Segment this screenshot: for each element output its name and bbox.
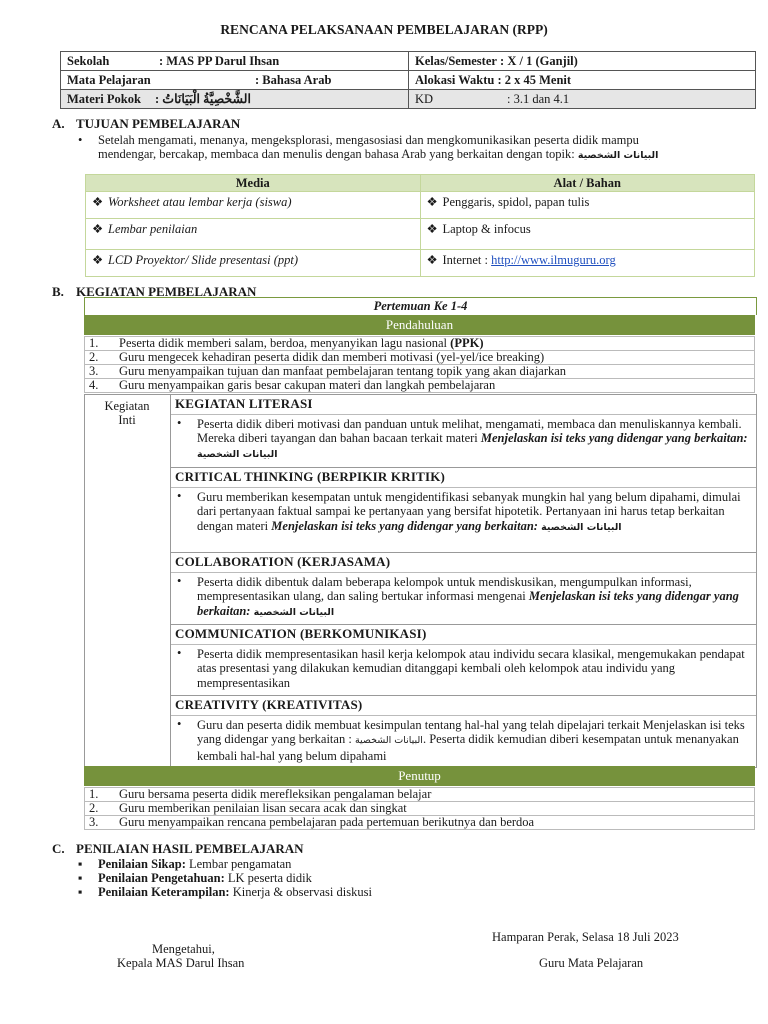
alokasi-cell (409, 71, 756, 90)
media-cell (86, 192, 421, 219)
penilaian-value: LK peserta didik (224, 871, 312, 885)
pendahuluan-list (84, 336, 755, 393)
mengetahui-text: Mengetahui, (152, 942, 215, 956)
item-text-main: Peserta didik memberi salam, berdoa, menyanyikan lagu nasional (119, 336, 448, 350)
list-item (85, 816, 755, 830)
media-header: Media (86, 175, 421, 192)
penilaian-label: Penilaian Sikap: (98, 857, 186, 871)
section-a-title: TUJUAN PEMBELAJARAN (76, 116, 241, 131)
sekolah-label: Sekolah (67, 53, 110, 68)
diamond-icon: ❖ (426, 222, 438, 237)
penilaian-label: Penilaian Keterampilan: (98, 885, 230, 899)
media-item: Lembar penilaian (108, 222, 198, 237)
creativity-block (171, 695, 756, 770)
section-c-title: PENILAIAN HASIL PEMBELAJARAN (76, 841, 304, 856)
tujuan-arabic: البيانات الشخصية (577, 150, 659, 161)
creativity-body (171, 715, 756, 770)
critical-block (171, 467, 756, 558)
pertemuan-label: Pertemuan Ke 1-4 (84, 297, 757, 315)
item-text: Guru menyampaikan rencana pembelajaran pada pertemuan berikutnya dan berdoa (115, 816, 755, 830)
creativity-text-1: Guru dan peserta didik membuat kesimpulan tentang hal-hal yang telah dipelajari terkait Menjelaskan isi teks yang didengar yang berkaitan : (197, 717, 745, 747)
arabic-topic: البيانات الشخصية (197, 448, 278, 460)
media-item: LCD Proyektor/ Slide presentasi (ppt) (108, 253, 299, 268)
square-bullet-icon: ▪ (78, 871, 83, 885)
item-text: Guru mengecek kehadiran peserta didik dan memberi motivasi (yel-yel/ice breaking) (115, 351, 755, 365)
communication-title: COMMUNICATION (BERKOMUNIKASI) (171, 624, 756, 644)
arabic-topic: البيانات الشخصية (541, 521, 622, 533)
alat-header: Alat / Bahan (420, 175, 755, 192)
creativity-text-2: . Peserta didik kemudian diberi kesempatan untuk menanyakan kembali hal-hal yang belum dipahami (197, 732, 739, 763)
kd-value: : 3.1 dan 4.1 (507, 91, 570, 106)
critical-body (171, 487, 756, 558)
menjelaskan-text: Menjelaskan isi teks yang didengar yang berkaitan: (480, 431, 748, 446)
penilaian-keterampilan (78, 885, 372, 899)
menjelaskan-text: Menjelaskan isi teks yang didengar yang berkaitan: (271, 518, 538, 533)
section-c-number: C. (52, 841, 65, 856)
identity-table (60, 51, 756, 109)
bullet-icon: • (177, 573, 182, 588)
item-number: 3. (85, 816, 116, 830)
list-item (85, 365, 755, 379)
tujuan-line-2: mendengar, bercakap, membaca dan menulis dengan bahasa Arab yang berkaitan dengan topik: (98, 147, 575, 161)
media-cell (86, 250, 421, 277)
guru-text: Guru Mata Pelajaran (539, 956, 644, 970)
penilaian-label: Penilaian Pengetahuan: (98, 871, 225, 885)
penilaian-pengetahuan (78, 871, 312, 885)
diamond-icon: ❖ (92, 195, 104, 210)
arabic-topic: البيانات الشخصية (253, 606, 335, 618)
bullet-icon: • (177, 716, 182, 731)
square-bullet-icon: ▪ (78, 885, 83, 899)
tujuan-text (98, 133, 758, 163)
section-a-heading (52, 117, 240, 132)
bullet-icon: • (177, 488, 182, 503)
menjelaskan-text: Menjelaskan isi teks yang didengar yang berkaitan: (197, 589, 739, 618)
item-number: 4. (85, 379, 116, 393)
item-text (115, 337, 755, 351)
alat-item: Internet : (442, 253, 492, 268)
kelas-label: Kelas/Semester (415, 53, 497, 68)
bullet-icon: • (78, 133, 83, 147)
ilmuguru-link[interactable]: http://www.ilmuguru.org (491, 253, 616, 268)
item-text: Guru menyampaikan garis besar cakupan materi dan langkah pembelajaran (115, 379, 755, 393)
ppk-tag: (PPK) (447, 336, 484, 350)
critical-title: CRITICAL THINKING (BERPIKIR KRITIK) (171, 467, 756, 487)
media-table (85, 174, 755, 277)
bullet-icon: • (177, 645, 182, 660)
kegiatan-inti-box (84, 394, 757, 768)
sekolah-value: : MAS PP Darul Ihsan (159, 53, 280, 68)
kepala-text: Kepala MAS Darul Ihsan (117, 956, 245, 970)
alat-item: Penggaris, spidol, papan tulis (442, 195, 590, 210)
materi-value: : ‌الشَّخْصِيَّةُ الْبَيَانَاتُ (155, 91, 251, 106)
collaboration-text: Peserta didik dibentuk dalam beberapa kelompok untuk mendiskusikan, mengumpulkan informasi, mempresentasikan ulang, dan saling bertukar informasi mengenai (197, 574, 692, 604)
communication-block (171, 624, 756, 702)
collaboration-title: COLLABORATION (KERJASAMA) (171, 552, 756, 572)
literasi-title: KEGIATAN LITERASI (175, 396, 313, 411)
sekolah-cell (61, 52, 409, 71)
list-item (85, 788, 755, 802)
mapel-value: : Bahasa Arab (255, 72, 332, 87)
kegiatan-inti-label (85, 395, 169, 428)
kelas-value: : X / 1 (Ganjil) (500, 53, 578, 68)
penutup-header: Penutup (84, 766, 755, 786)
collaboration-block (171, 552, 756, 630)
kd-label: KD (415, 91, 434, 106)
alokasi-label: Alokasi Waktu (415, 72, 495, 87)
collaboration-body (171, 572, 756, 630)
literasi-block (171, 395, 756, 472)
alat-cell (420, 192, 755, 219)
penutup-list (84, 787, 755, 830)
mapel-label: Mata Pelajaran (67, 72, 151, 87)
item-number: 1. (85, 337, 116, 351)
item-text: Guru memberikan penilaian lisan secara acak dan singkat (115, 802, 755, 816)
item-number: 1. (85, 788, 116, 802)
diamond-icon: ❖ (92, 253, 104, 268)
item-text: Guru menyampaikan tujuan dan manfaat pembelajaran tentang topik yang akan diajarkan (115, 365, 755, 379)
item-text: Guru bersama peserta didik merefleksikan pengalaman belajar (115, 788, 755, 802)
communication-body (171, 644, 756, 702)
pendahuluan-header: Pendahuluan (84, 315, 755, 335)
communication-text: Peserta didik mempresentasikan hasil kerja kelompok atau individu secara klasikal, mengemukakan pendapat atas presentasi yang dilakukan kemudian ditanggapi kembali oleh kelompok atau individu yang mempresentasikan (197, 646, 745, 690)
document-title: RENCANA PELAKSANAAN PEMBELAJARAN (RPP) (220, 22, 548, 37)
kd-cell (409, 90, 756, 109)
materi-label: Materi Pokok (67, 91, 141, 106)
section-a-number: A. (52, 116, 65, 131)
alat-cell (420, 250, 755, 277)
media-item: Worksheet atau lembar kerja (siswa) (108, 195, 292, 210)
mapel-cell (61, 71, 409, 90)
diamond-icon: ❖ (92, 222, 104, 237)
kelas-cell (409, 52, 756, 71)
place-date: Hamparan Perak, Selasa 18 Juli 2023 (492, 930, 679, 944)
list-item (85, 802, 755, 816)
section-b-title: KEGIATAN PEMBELAJARAN (76, 284, 257, 299)
section-b-number: B. (52, 284, 64, 299)
penilaian-sikap (78, 857, 291, 871)
penilaian-value: Lembar pengamatan (185, 857, 292, 871)
creativity-title: CREATIVITY (KREATIVITAS) (171, 695, 756, 715)
media-cell (86, 219, 421, 250)
critical-text: Guru memberikan kesempatan untuk mengidentifikasi sebanyak mungkin hal yang belum dipahami, dimulai dari pertanyaan faktual sampai ke pertanyaan yang bersifat hipotetik. Pertanyaan ini harus tetap berkaitan dengan materi (197, 489, 741, 533)
list-item (85, 379, 755, 393)
diamond-icon: ❖ (426, 253, 438, 268)
alat-item: Laptop & infocus (442, 222, 531, 237)
square-bullet-icon: ▪ (78, 857, 83, 871)
tujuan-line-1: Setelah mengamati, menanya, mengeksplorasi, mengasosiasi dan mengkomunikasikan peserta didik mampu (98, 133, 639, 147)
penilaian-value: Kinerja & observasi diskusi (229, 885, 372, 899)
item-number: 2. (85, 802, 116, 816)
list-item (85, 351, 755, 365)
literasi-body (171, 414, 756, 472)
alokasi-value: : 2 x 45 Menit (497, 72, 572, 87)
diamond-icon: ❖ (426, 195, 438, 210)
bullet-icon: • (177, 415, 182, 430)
item-number: 2. (85, 351, 116, 365)
arabic-topic: البيانات الشخصية (354, 735, 423, 747)
item-number: 3. (85, 365, 116, 379)
inti-label-line1: Kegiatan (104, 399, 150, 413)
list-item (85, 337, 755, 351)
section-c-heading (52, 842, 304, 857)
alat-cell (420, 219, 755, 250)
inti-label-line2: Inti (118, 413, 136, 428)
literasi-text: Peserta didik diberi motivasi dan panduan untuk melihat, mengamati, membaca dan menuliskannya kembali. Mereka diberi tayangan dan bahan bacaan terkait materi (197, 416, 742, 446)
materi-cell (61, 90, 409, 109)
